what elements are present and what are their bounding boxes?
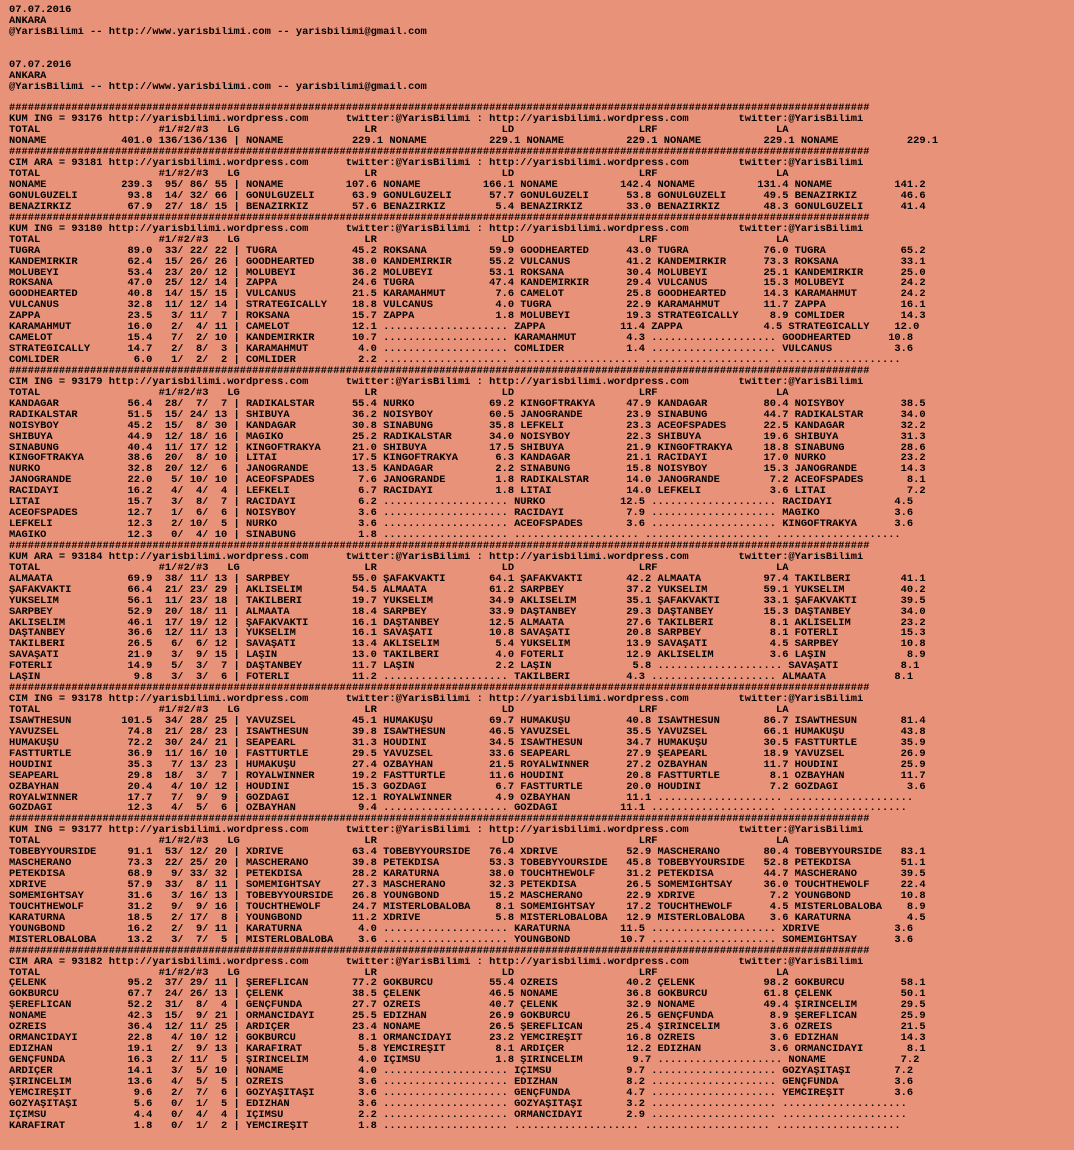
text-line: RADIKALSTAR 51.5 15/ 24/ 13 | SHIBUYA 36.2 NOISYBOY 60.5 JANOGRANDE 23.9 SINABUNG 44.7 RADIKALSTAR 34.0 [9,409,926,421]
text-line: JANOGRANDE 22.0 5/ 10/ 10 | ACEOFSPADES 7.6 JANOGRANDE 1.8 RADIKALSTAR 14.0 JANOGRANDE 7.2 ACEOFSPADES 8.1 [9,475,926,487]
text-line: MAGIKO 12.3 0/ 4/ 10 | SINABUNG 1.8 .................... .................... .................... .................... [9,530,901,541]
text-line: ŞEREFLİCAN 52.2 31/ 8/ 4 | GENÇFUNDA 27.7 OZREİS 40.7 ÇELENK 32.9 NONAME 49.4 ŞİRİNCELİM 29.5 [9,1000,926,1012]
text-line: MOLUBEYİ 53.4 23/ 20/ 12 | MOLUBEYİ 36.2 MOLUBEYİ 53.1 ROKSANA 30.4 MOLUBEYİ 25.1 KANDEMİRKIR 25.0 [9,267,926,279]
text-line: NURKO 32.8 20/ 12/ 6 | JANOGRANDE 13.5 KANDAGAR 2.2 SINABUNG 15.8 NOISYBOY 15.3 JANOGRANDE 14.3 [9,464,926,476]
text-line: SINABUNG 40.4 11/ 17/ 12 | KINGOFTRAKYA 21.0 SHIBUYA 17.5 SHIBUYA 21.9 KINGOFTRAKYA 18.8 SINABUNG 28.6 [9,442,926,454]
text-line: NONAME 401.0 136/136/136 | NONAME 229.1 NONAME 229.1 NONAME 229.1 NONAME 229.1 NONAME 229.1 [9,136,939,148]
text-line: KUM ING = 93177 http://yarisbilimi.wordpress.com twitter:@YarisBilimi : http://yarisbilimi.wordpress.com twitter:@YarisBilimi [9,825,864,837]
text-line: GENÇFUNDA 16.3 2/ 11/ 5 | ŞİRİNCELİM 4.0 İÇİMSU 1.8 ŞİRİNCELİM 9.7 .................... NONAME 7.2 [9,1055,920,1066]
text-line: TOBEBYYOURSIDE 91.1 53/ 12/ 20 | XDRIVE 63.4 TOBEBYYOURSIDE 76.4 XDRIVE 52.9 MASCHERANO 80.4 TOBEBYYOURSIDE 83.1 [9,847,926,859]
text-line: HOUDINI 35.3 7/ 13/ 23 | HUMAKUŞU 27.4 OZBAYHAN 21.5 ROYALWINNER 27.2 OZBAYHAN 11.7 HOUDINI 25.9 [9,759,926,771]
text-line: CAMELOT 15.4 7/ 2/ 10 | KANDEMİRKIR 10.7 .................... KARAMAHMUT 4.3 .................... GOODHEARTED 10.8 [9,333,914,345]
text-line: ########################################################################################################################################## [9,540,870,552]
text-line: CIM ARA = 93182 http://yarisbilimi.wordpress.com twitter:@YarisBilimi : http://yarisbilimi.wordpress.com twitter:@YarisBilimi [9,956,864,968]
text-line: KARATURNA 18.5 2/ 17/ 8 | YOUNGBOND 11.2 XDRIVE 5.8 MISTERLOBALOBA 12.9 MISTERLOBALOBA 3.6 KARATURNA 4.5 [9,912,926,924]
text-line: KUM ING = 93176 http://yarisbilimi.wordpress.com twitter:@YarisBilimi : http://yarisbilimi.wordpress.com twitter:@YarisBilimi [9,114,864,126]
text-line: CIM ARA = 93181 http://yarisbilimi.wordpress.com twitter:@YarisBilimi : http://yarisbilimi.wordpress.com twitter:@YarisBilimi [9,158,864,170]
text-line: RACIDAYI 16.2 4/ 4/ 4 | LEFKELİ 6.7 RACIDAYI 1.8 LITAI 14.0 LEFKELİ 3.6 LITAI 7.2 [9,486,926,498]
text-line: İÇİMSU 4.4 0/ 4/ 4 | İÇİMSU 2.2 .................... ORMANCIDAYI 2.9 .................... .................... [9,1109,907,1121]
text-line: ########################################################################################################################################## [9,103,870,115]
text-line: GOZYAŞITAŞI 5.6 0/ 1/ 5 | EDİZHAN 3.6 .................... GOZYAŞITAŞI 3.2 .................... .................... [9,1098,907,1110]
text-line: TOTAL #1/#2/#3 LG LR LD LRF LA [9,234,789,246]
text-line: MASCHERANO 73.3 22/ 25/ 20 | MASCHERANO 39.8 PETEKDISA 53.3 TOBEBYYOURSIDE 45.8 TOBEBYYOURSIDE 52.8 PETEKDISA 51.1 [9,858,926,870]
text-line: LEFKELİ 12.3 2/ 10/ 5 | NURKO 3.6 .................... ACEOFSPADES 3.6 .................... KINGOFTRAKYA 3.6 [9,519,914,530]
text-line: OZREİS 36.4 12/ 11/ 25 | ARDİÇER 23.4 NONAME 26.5 ŞEREFLİCAN 25.4 ŞİRİNCELİM 3.6 OZREİS 21.5 [9,1022,926,1034]
text-line: TOUCHTHEWOLF 31.2 9/ 9/ 16 | TOUCHTHEWOLF 24.7 MISTERLOBALOBA 8.1 SOMEMIGHTSAY 17.2 TOUCHTHEWOLF 4.5 MISTERLOBALOBA 8.9 [9,901,926,913]
text-line: NONAME 239.3 95/ 86/ 55 | NONAME 107.6 NONAME 166.1 NONAME 142.4 NONAME 131.4 NONAME 141.2 [9,180,926,191]
text-line: GOODHEARTED 40.8 14/ 15/ 15 | VULCANUS 21.5 KARAMAHMUT 7.6 CAMELOT 25.8 GOODHEARTED 14.3 KARAMAHMUT 24.2 [9,289,926,301]
text-line: GOZDAGI 12.3 4/ 5/ 6 | OZBAYHAN 9.4 .................... GOZDAGI 11.1 .................... .................... [9,803,907,815]
text-line: ########################################################################################################################################## [9,365,870,377]
text-line: TOTAL #1/#2/#3 LG LR LD LRF LA [9,836,789,848]
text-line: SAVAŞATI 21.9 3/ 9/ 15 | LAŞİN 13.0 TAKILBERİ 4.0 FOTERLİ 12.9 AKLISELİM 3.6 LAŞİN 8.9 [9,650,926,662]
text-line: ########################################################################################################################################## [9,683,870,695]
text-line: SHIBUYA 44.9 12/ 18/ 16 | MAGIKO 25.2 RADIKALSTAR 34.0 NOISYBOY 22.3 SHIBUYA 19.6 SHIBUYA 31.3 [9,431,926,443]
text-line: ########################################################################################################################################## [9,147,870,159]
text-line: KANDEMİRKIR 62.4 15/ 26/ 26 | GOODHEARTED 38.0 KANDEMİRKIR 55.2 VULCANUS 41.2 KANDEMİRKIR 73.3 ROKSANA 33.1 [9,256,926,268]
text-line: GOKBURCU 67.7 24/ 26/ 13 | ÇELENK 38.5 ÇELENK 46.5 NONAME 36.8 GOKBURCU 61.8 ÇELENK 50.1 [9,989,926,1001]
text-line: FASTTURTLE 36.9 11/ 16/ 10 | FASTTURTLE 29.5 YAVUZSEL 33.6 SEAPEARL 27.9 ŞEAPEARL 18.9 YAVUZSEL 26.9 [9,748,926,760]
text-line: @YarisBilimi -- http://www.yarisbilimi.com -- yarisbilimi@gmail.com [9,81,427,93]
text-line: 07.07.2016 [9,5,72,16]
text-line: ########################################################################################################################################## [9,945,870,957]
text-line: AKLISELİM 46.1 17/ 19/ 12 | ŞAFAKVAKTİ 16.1 DAŞTANBEY 12.5 ALMAATA 27.6 TAKILBERİ 8.1 AKLISELİM 23.2 [9,617,926,629]
text-line: ACEOFSPADES 12.7 1/ 6/ 6 | NOISYBOY 3.6 .................... RACIDAYI 7.9 .................... MAGIKO 3.6 [9,508,914,520]
text-line: NONAME 42.3 15/ 9/ 21 | ORMANCIDAYI 25.5 EDİZHAN 26.9 GOKBURCU 26.5 GENÇFUNDA 8.9 ŞEREFLİCAN 25.9 [9,1011,926,1023]
text-line: LAŞİN 9.8 3/ 3/ 6 | FOTERLİ 11.2 .................... TAKILBERİ 4.3 .................... ALMAATA 8.1 [9,672,914,684]
text-line: CIM ING = 93178 http://yarisbilimi.wordpress.com twitter:@YarisBilimi : http://yarisbilimi.wordpress.com twitter:@YarisBilimi [9,694,864,705]
text-line: KARAFIRAT 1.8 0/ 1/ 2 | YEMCİREŞİT 1.8 .................... .................... .................... .................... [9,1120,901,1132]
text-line: ÇELENK 95.2 37/ 29/ 11 | ŞEREFLİCAN 77.2 GOKBURCU 55.4 OZREİS 40.2 ÇELENK 98.2 GOKBURCU 58.1 [9,978,926,990]
text-line: ROYALWINNER 17.7 7/ 9/ 9 | GOZDAGI 12.1 ROYALWINNER 4.9 OZBAYHAN 11.1 .................... .................... [9,792,914,804]
text-line: GONULGÜZELİ 93.8 14/ 32/ 66 | GONULGÜZELİ 63.9 GONULGÜZELİ 57.7 GONULGÜZELİ 53.8 GONULGÜZELİ 49.5 BENAZIRKIZ 46.6 [9,190,926,202]
text-line: HUMAKUŞU 72.2 30/ 24/ 21 | SEAPEARL 31.3 HOUDINI 34.5 ISAWTHESUN 34.7 HUMAKUŞU 30.5 FASTTURTLE 35.9 [9,737,926,749]
text-line: EDİZHAN 19.1 2/ 9/ 13 | KARAFIRAT 5.8 YEMCİREŞİT 8.1 ARDİÇER 12.2 EDİZHAN 3.6 ORMANCIDAYI 8.1 [9,1044,926,1055]
text-line: DAŞTANBEY 36.6 12/ 11/ 13 | YUKSELİM 16.1 SAVAŞATI 10.8 SAVAŞATI 20.8 SARPBEY 8.1 FOTERLİ 15.3 [9,628,926,640]
text-line: KANDAGAR 56.4 28/ 7/ 7 | RADIKALSTAR 55.4 NURKO 69.2 KINGOFTRAKYA 47.9 KANDAGAR 80.4 NOISYBOY 38.5 [9,398,926,410]
text-line: ########################################################################################################################################## [9,212,870,224]
text-line: ORMANCIDAYI 22.8 4/ 10/ 12 | GOKBURCU 8.1 ORMANCIDAYI 23.2 YEMCİREŞİT 16.8 OZREİS 3.6 EDİZHAN 14.3 [9,1033,926,1045]
text-line: SEAPEARL 29.8 18/ 3/ 7 | ROYALWINNER 19.2 FASTTURTLE 11.6 HOUDINI 20.8 FASTTURTLE 8.1 OZBAYHAN 11.7 [9,770,926,782]
text-line: ########################################################################################################################################## [9,814,870,826]
text-line: ZAPPA 23.5 3/ 11/ 7 | ROKSANA 15.7 ZAPPA 1.8 MOLUBEYİ 19.3 STRATEGICALLY 8.9 COMLIDER 14.3 [9,311,926,323]
text-line: 07.07.2016 [9,59,72,71]
text-line: VULCANUS 32.8 11/ 12/ 14 | STRATEGICALLY 18.8 VULCANUS 4.0 TUGRA 22.9 KARAMAHMUT 11.7 ZAPPA 16.1 [9,300,926,312]
text-line: TOTAL #1/#2/#3 LG LR LD LRF LA [9,169,789,180]
text-line: TAKILBERİ 26.5 6/ 6/ 12 | SAVAŞATI 13.4 AKLISELİM 5.4 YUKSELİM 13.9 SAVAŞATI 4.5 SARPBEY 10.8 [9,639,926,651]
text-line: TUGRA 89.0 33/ 22/ 22 | TUGRA 45.2 ROKSANA 59.9 GOODHEARTED 43.0 TUGRA 76.0 TUGRA 65.2 [9,245,926,257]
text-line: FOTERLİ 14.9 5/ 3/ 7 | DAŞTANBEY 11.7 LAŞİN 2.2 LAŞİN 5.8 .................... SAVAŞATI 8.1 [9,661,920,673]
text-line [9,49,1074,60]
text-line: TOTAL #1/#2/#3 LG LR LD LRF LA [9,705,789,716]
text-line: TOTAL #1/#2/#3 LG LR LD LRF LA [9,387,789,399]
text-line: YAVUZSEL 74.8 21/ 28/ 23 | ISAWTHESUN 39.8 ISAWTHESUN 46.5 YAVUZSEL 35.5 YAVUZSEL 66.1 HUMAKUŞU 43.8 [9,726,926,738]
text-line: ARDİÇER 14.1 3/ 5/ 10 | NONAME 4.0 .................... İÇİMSU 9.7 .................... GOZYAŞITAŞI 7.2 [9,1065,914,1077]
text-line: ROKSANA 47.0 25/ 12/ 14 | ZAPPA 24.6 TUGRA 47.4 KANDEMİRKIR 29.4 VULCANUS 15.3 MOLUBEYİ 24.2 [9,278,926,290]
text-line: KINGOFTRAKYA 38.6 20/ 8/ 10 | LITAI 17.5 KINGOFTRAKYA 6.3 KANDAGAR 21.1 RACIDAYI 17.0 NURKO 23.2 [9,453,926,465]
text-line: SARPBEY 52.9 20/ 18/ 11 | ALMAATA 18.4 SARPBEY 33.9 DAŞTANBEY 29.3 DAŞTANBEY 15.3 DAŞTANBEY 34.0 [9,606,926,618]
text-line: ALMAATA 69.9 38/ 11/ 13 | SARPBEY 55.0 ŞAFAKVAKTİ 64.1 ŞAFAKVAKTİ 42.2 ALMAATA 97.4 TAKILBERİ 41.1 [9,573,926,585]
text-line: MISTERLOBALOBA 13.2 3/ 7/ 5 | MISTERLOBALOBA 3.6 .................... YOUNGBOND 10.7 .................... SOMEMIGHTSAY 3.6 [9,934,914,946]
text-line: SOMEMIGHTSAY 31.6 3/ 16/ 13 | TOBEBYYOURSIDE 26.8 YOUNGBOND 15.2 MASCHERANO 22.9 XDRIVE 7.2 YOUNGBOND 10.8 [9,890,926,902]
text-line: BENAZIRKIZ 67.9 27/ 18/ 15 | BENAZIRKIZ 57.6 BENAZIRKIZ 5.4 BENAZIRKIZ 33.0 BENAZIRKIZ 48.3 GONULGÜZELİ 41.4 [9,201,926,213]
text-line: ANKARA [9,15,47,27]
text-line [9,93,1074,104]
text-line: TOTAL #1/#2/#3 LG LR LD LRF LA [9,125,789,137]
text-line: KARAMAHMUT 16.0 2/ 4/ 11 | CAMELOT 12.1 .................... ZAPPA 11.4 ZAPPA 4.5 STRATEGICALLY 12.0 [9,322,920,334]
text-line: YEMCİREŞİT 9.6 2/ 7/ 6 | GOZYAŞITAŞI 3.6 .................... GENÇFUNDA 4.7 .................... YEMCİREŞİT 3.6 [9,1087,914,1099]
text-line: LITAI 15.7 3/ 8/ 7 | RACIDAYI 6.2 .................... NURKO 12.5 .................... RACIDAYI 4.5 [9,497,914,509]
text-line: CIM ING = 93179 http://yarisbilimi.wordpress.com twitter:@YarisBilimi : http://yarisbilimi.wordpress.com twitter:@YarisBilimi [9,376,864,388]
text-line: ŞAFAKVAKTİ 66.4 21/ 23/ 29 | AKLISELİM 54.5 ALMAATA 61.2 SARPBEY 37.2 YUKSELİM 59.1 YUKSELİM 40.2 [9,584,926,596]
text-line: TOTAL #1/#2/#3 LG LR LD LRF LA [9,967,789,979]
text-line: YUKSELİM 56.1 11/ 23/ 18 | TAKILBERİ 19.7 YUKSELİM 34.9 AKLISELİM 35.1 ŞAFAKVAKTİ 33.1 ŞAFAKVAKTİ 39.5 [9,595,926,607]
text-line: ISAWTHESUN 101.5 34/ 28/ 25 | YAVUZSEL 45.1 HUMAKUŞU 69.7 HUMAKUŞU 40.8 ISAWTHESUN 86.7 ISAWTHESUN 81.4 [9,715,926,727]
text-line: ANKARA [9,70,47,82]
text-line [9,38,1074,49]
text-line: NOISYBOY 45.2 15/ 8/ 30 | KANDAGAR 30.8 SINABUNG 35.8 LEFKELİ 23.3 ACEOFSPADES 22.5 KANDAGAR 32.2 [9,420,926,432]
text-line: KUM ARA = 93184 http://yarisbilimi.wordpress.com twitter:@YarisBilimi : http://yarisbilimi.wordpress.com twitter:@YarisBilimi [9,551,864,563]
text-line: OZBAYHAN 20.4 4/ 10/ 12 | HOUDINI 15.3 GOZDAGI 6.7 FASTTURTLE 20.0 HOUDINI 7.2 GOZDAGI 3.6 [9,781,926,793]
text-line: TOTAL #1/#2/#3 LG LR LD LRF LA [9,562,789,574]
text-line: KUM ING = 93180 http://yarisbilimi.wordpress.com twitter:@YarisBilimi : http://yarisbilimi.wordpress.com twitter:@YarisBilimi [9,223,864,235]
text-line: ŞİRİNCELİM 13.6 4/ 5/ 5 | OZREİS 3.6 .................... EDİZHAN 8.2 .................... GENÇFUNDA 3.6 [9,1076,914,1088]
text-line: YOUNGBOND 16.2 2/ 9/ 11 | KARATURNA 4.0 .................... KARATURNA 11.5 .................... XDRIVE 3.6 [9,923,914,935]
text-line: XDRIVE 57.9 33/ 8/ 11 | SOMEMIGHTSAY 27.3 MASCHERANO 32.3 PETEKDISA 26.5 SOMEMIGHTSAY 36.0 TOUCHTHEWOLF 22.4 [9,880,926,891]
text-line: STRATEGICALLY 14.7 2/ 8/ 3 | KARAMAHMUT 4.0 .................... COMLIDER 1.4 .................... VULCANUS 3.6 [9,344,914,355]
text-line: PETEKDISA 68.9 9/ 33/ 32 | PETEKDISA 28.2 KARATURNA 38.0 TOUCHTHEWOLF 31.2 PETEKDISA 44.7 MASCHERANO 39.5 [9,869,926,880]
text-line: @YarisBilimi -- http://www.yarisbilimi.com -- yarisbilimi@gmail.com [9,26,427,38]
text-line: COMLIDER 6.0 1/ 2/ 2 | COMLIDER 2.2 .................... .................... .................... .................... [9,355,901,366]
